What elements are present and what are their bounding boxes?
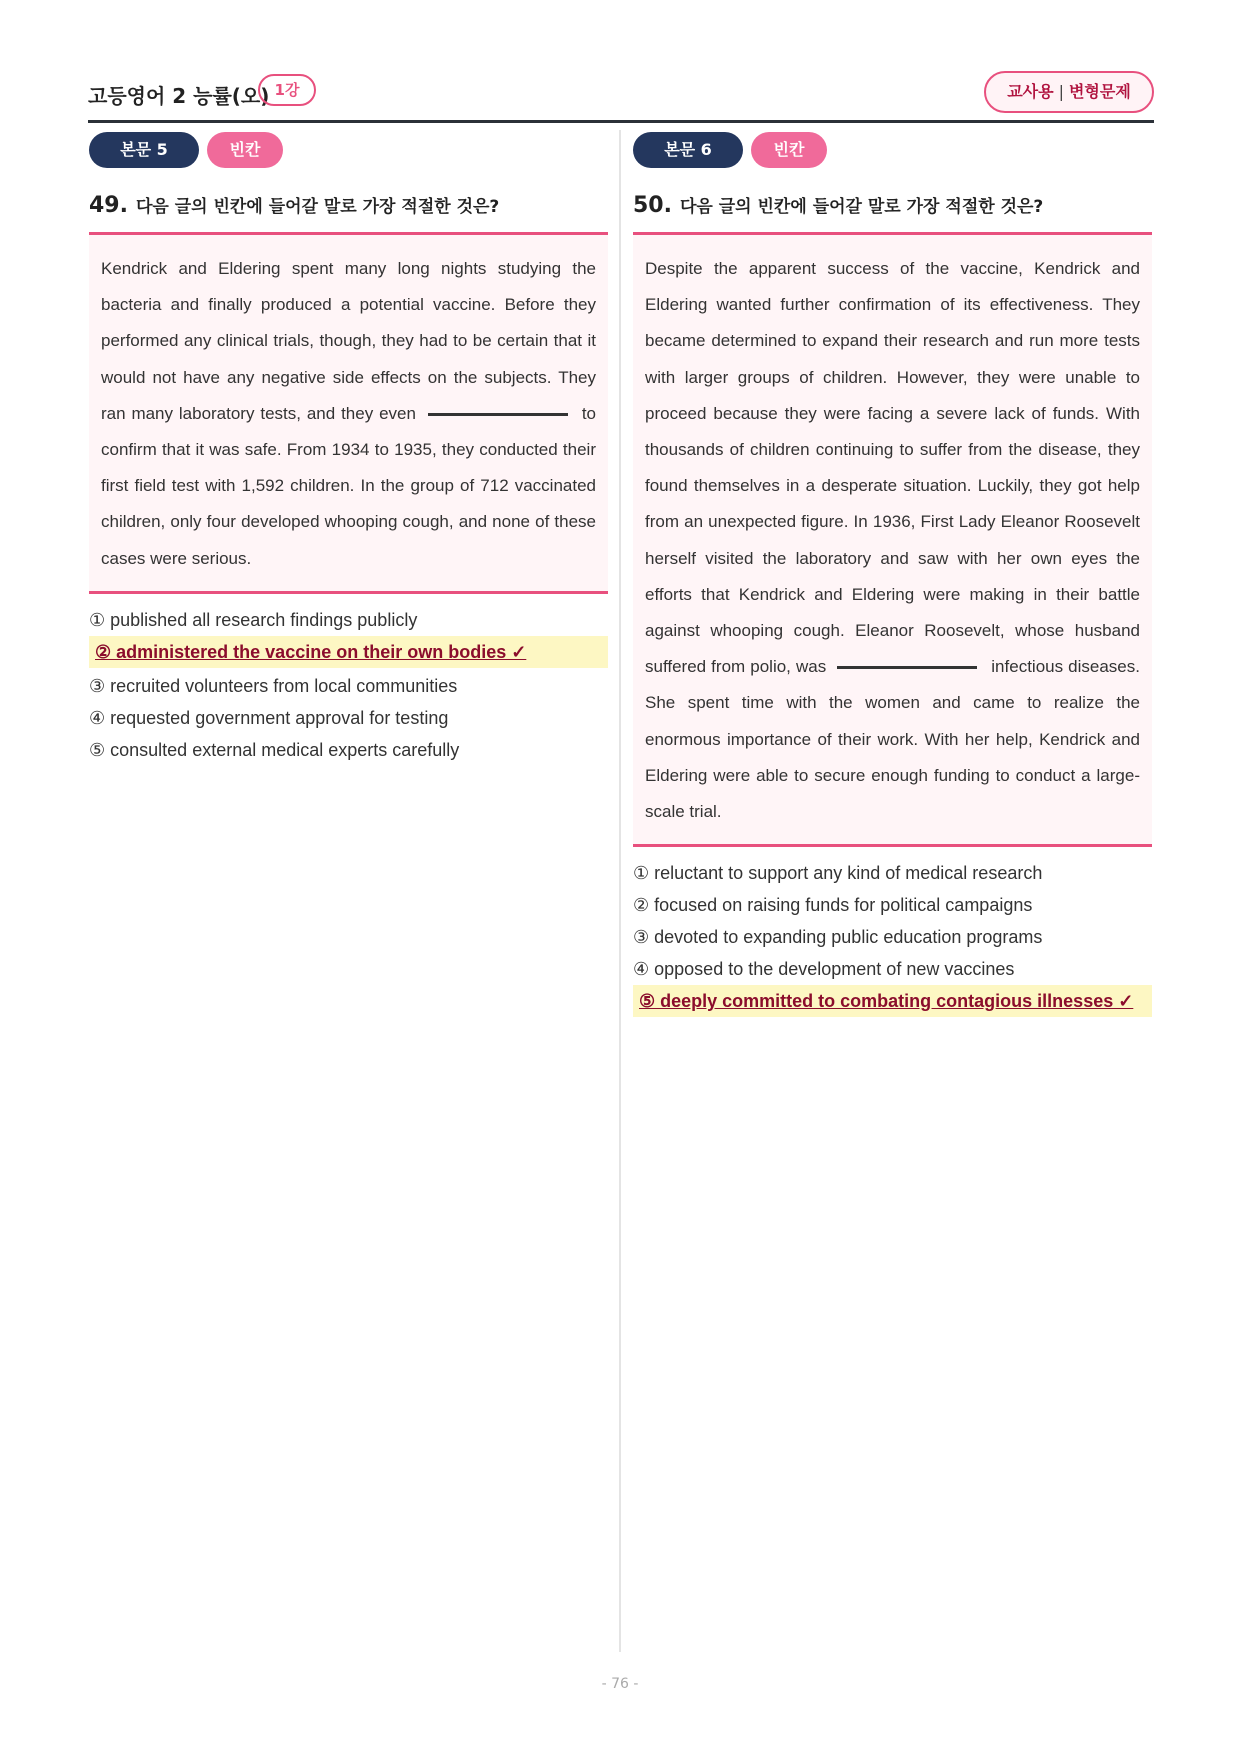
text-tag: 본문 6	[633, 132, 743, 168]
answer-options	[633, 857, 1152, 1017]
question-tags	[89, 132, 608, 168]
option-3[interactable]: ③ recruited volunteers from local communities	[89, 675, 458, 696]
type-tag: 빈칸	[751, 132, 827, 168]
question-prompt	[633, 194, 1152, 235]
column-divider	[619, 130, 621, 1652]
lesson-badge: 1강	[258, 74, 316, 106]
passage-text-after: to confirm that it was safe. From 1934 to 1935, they conducted their first field test with 1,592 children. In the group of 712 vaccinated children, only four developed whooping cough, and none of these cases were serious.	[101, 403, 596, 568]
option-5[interactable]: ⑤ consulted external medical experts carefully	[89, 739, 460, 760]
passage-text-after: infectious diseases. She spent time with the women and came to realize the enormous importance of their work. With her help, Kendrick and Eldering were able to secure enough funding to conduct a large-scale trial.	[645, 657, 1140, 822]
question-49	[89, 132, 608, 766]
option-1[interactable]: ① published all research findings publicly	[89, 609, 418, 630]
option-1[interactable]: ① reluctant to support any kind of medical research	[633, 863, 1043, 884]
teacher-label: 교사용	[1007, 82, 1054, 101]
blank-line	[428, 413, 568, 416]
question-number: 50.	[633, 193, 672, 218]
question-prompt	[89, 194, 608, 235]
passage-box	[89, 235, 608, 594]
option-3[interactable]: ③ devoted to expanding public education programs	[633, 927, 1043, 948]
badge-separator: |	[1058, 82, 1064, 101]
passage-text-before: Despite the apparent success of the vaccine, Kendrick and Eldering wanted further confirmation of its effectiveness. They became determined to expand their research and run more tests with larger groups of children. However, they were unable to proceed because they were facing a severe lack of funds. With thousands of children continuing to suffer from the disease, they found themselves in a desperate situation. Luckily, they got help from an unexpected figure. In 1936, First Lady Eleanor Roosevelt herself visited the laboratory and saw with her own eyes the efforts that Kendrick and Eldering were making in their battle against whooping cough. Eleanor Roosevelt, whose husband suffered from polio, was	[645, 259, 1140, 677]
type-label: 변형문제	[1068, 82, 1131, 101]
option-4[interactable]: ④ opposed to the development of new vaccines	[633, 959, 1015, 980]
question-50	[633, 132, 1152, 1019]
blank-line	[837, 666, 977, 669]
book-title: 고등영어 2 능률(오)	[88, 84, 270, 108]
option-4[interactable]: ④ requested government approval for testing	[89, 707, 449, 728]
passage-box	[633, 235, 1152, 847]
page-header	[88, 70, 1154, 123]
question-text: 다음 글의 빈칸에 들어갈 말로 가장 적절한 것은?	[679, 197, 1044, 217]
question-number: 49.	[89, 193, 128, 218]
option-5-correct[interactable]: ⑤ deeply committed to combating contagious illnesses ✓	[633, 985, 1152, 1017]
question-tags	[633, 132, 1152, 168]
type-tag: 빈칸	[207, 132, 283, 168]
question-text: 다음 글의 빈칸에 들어갈 말로 가장 적절한 것은?	[135, 197, 500, 217]
teacher-edition-badge	[984, 71, 1154, 113]
answer-options	[89, 604, 608, 766]
option-2[interactable]: ② focused on raising funds for political campaigns	[633, 895, 1033, 916]
text-tag: 본문 5	[89, 132, 199, 168]
option-2-correct[interactable]: ② administered the vaccine on their own bodies ✓	[89, 636, 608, 668]
page-number: - 76 -	[601, 1676, 639, 1692]
passage-text-before: Kendrick and Eldering spent many long nights studying the bacteria and finally produced a potential vaccine. Before they performed any clinical trials, though, they had to be certain that it would not have any negative side effects on the subjects. They ran many laboratory tests, and they even	[101, 259, 596, 423]
